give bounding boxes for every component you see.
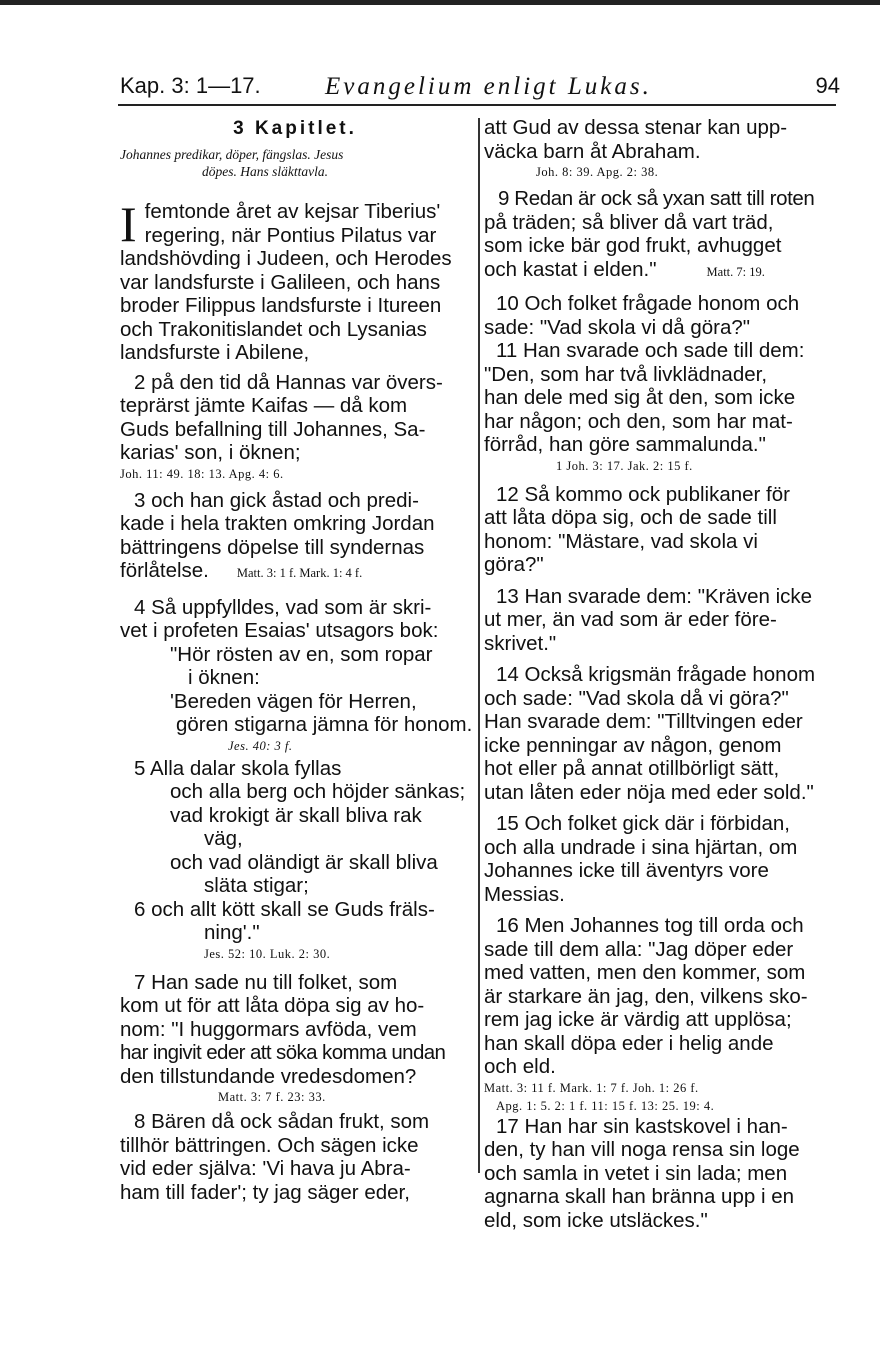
verse-5: [120, 757, 470, 898]
verse-line: vid eder själva: 'Vi hava ju Abra-: [120, 1157, 411, 1180]
top-edge-rule: [0, 0, 880, 5]
verse-line: 4 Så uppfylldes, vad som är skri-: [134, 595, 432, 619]
verse-16: [484, 914, 830, 1115]
verse-line: var landsfurste i Galileen, och hans: [120, 270, 441, 294]
verse-line: 11 Han svarade och sade till dem:: [496, 339, 805, 362]
verse-text: förlåtelse.: [120, 559, 209, 582]
verse-11: [484, 339, 830, 475]
verse-line: på träden; så bliver då vart träd,: [484, 210, 774, 234]
verse-line: Guds befallning till Johannes, Sa-: [120, 417, 426, 441]
verse-line: hot eller på annat otillbörligt sätt,: [484, 757, 780, 780]
left-column: [120, 116, 473, 1204]
verse-line: 5 Alla dalar skola fyllas: [134, 756, 342, 780]
verse-3: [120, 489, 470, 586]
column-divider: [478, 118, 480, 1173]
verse-10: [484, 292, 830, 339]
verse-line: vad krokigt är skall bliva rak: [170, 803, 422, 827]
verse-line: broder Filippus landsfurste i Itureen: [120, 294, 442, 317]
verse-7: [120, 971, 470, 1107]
verse-line: "Den, som har två livklädnader,: [484, 362, 768, 386]
verse-line: och vad oländigt är skall bliva: [170, 850, 438, 874]
verse-line: Messias.: [484, 882, 565, 906]
verse-line: i öknen:: [188, 666, 260, 689]
cross-reference: Joh. 11: 49. 18: 13. Apg. 4: 6.: [120, 466, 284, 481]
cross-reference: Matt. 3: 11 f. Mark. 1: 7 f. Joh. 1: 26 f.: [484, 1080, 699, 1095]
chapter-summary: [120, 146, 470, 180]
verse-line: väcka barn åt Abraham.: [484, 139, 701, 163]
chapter-heading: 3 Kapitlet.: [233, 118, 357, 139]
verse-8: [120, 1110, 470, 1204]
verse-line: och eld.: [484, 1055, 556, 1078]
verse-line: och alla undrade i sina hjärtan, om: [484, 835, 798, 859]
verse-line: 13 Han svarade dem: "Kräven icke: [496, 584, 813, 608]
verse-line: förråd, han göre sammalunda.": [484, 433, 766, 456]
verse-line: ut mer, än vad som är eder före-: [484, 608, 777, 631]
cross-reference: Jes. 40: 3 f.: [228, 738, 293, 753]
verse-line: som icke bär god frukt, avhugget: [484, 234, 782, 257]
page-number: 94: [815, 73, 840, 98]
verse-line: landshövding i Judeen, och Herodes: [120, 247, 452, 270]
verse-line: sade: "Vad skola vi då göra?": [484, 315, 751, 339]
cross-reference: Joh. 8: 39. Apg. 2: 38.: [536, 165, 659, 179]
verse-line: han skall döpa eder i helig ande: [484, 1031, 774, 1055]
verse-9: [484, 187, 830, 284]
verse-line: och sade: "Vad skola då vi göra?": [484, 686, 789, 710]
verse-line: kom ut för att låta döpa sig av ho-: [120, 994, 425, 1017]
summary-line: döpes. Hans släkttavla.: [202, 164, 328, 179]
verse-line: och alla berg och höjder sänkas;: [170, 780, 466, 803]
verse-2: [120, 371, 470, 483]
verse-line: 3 och han gick åstad och predi-: [134, 488, 419, 512]
verse-line: honom: "Mästare, vad skola vi: [484, 529, 758, 553]
verse-line: 12 Så kommo ock publikaner för: [496, 482, 790, 506]
verse-line: och samla in vetet i sin lada; men: [484, 1161, 788, 1185]
verse-line: nom: "I huggormars avföda, vem: [120, 1017, 417, 1041]
verse-line: 17 Han har sin kastskovel i han-: [496, 1114, 788, 1138]
verse-line: att låta döpa sig, och de sade till: [484, 506, 777, 529]
cross-reference: 1 Joh. 3: 17. Jak. 2: 15 f.: [556, 458, 693, 473]
verse-line: [120, 559, 470, 586]
verse-line: ham till fader'; ty jag säger eder,: [120, 1180, 410, 1204]
verse-line: femtonde året av kejsar Tiberius': [144, 200, 441, 223]
verse-line: 14 Också krigsmän frågade honom: [496, 663, 816, 686]
verse-12: [484, 483, 830, 577]
cross-reference: Apg. 1: 5. 2: 1 f. 11: 15 f. 13: 25. 19: 4.: [496, 1098, 715, 1113]
verse-line: skrivet.": [484, 631, 557, 655]
verse-line: icke penningar av någon, genom: [484, 733, 782, 757]
verse-line: utan låten eder nöja med eder sold.": [484, 780, 814, 804]
book-title: Evangelium enligt Lukas.: [325, 73, 652, 100]
cross-reference: Matt. 3: 7 f. 23: 33.: [218, 1090, 326, 1104]
verse-line: han dele med sig åt den, som icke: [484, 386, 796, 409]
verse-line: Johannes icke till äventyrs vore: [484, 859, 769, 882]
verse-line: och Trakonitislandet och Lysanias: [120, 317, 427, 341]
verse-17: [484, 1115, 830, 1233]
verse-line: kade i hela trakten omkring Jordan: [120, 512, 435, 535]
verse-line: 'Bereden vägen för Herren,: [170, 689, 417, 713]
verse-line: är starkare än jag, den, vilkens sko-: [484, 984, 808, 1008]
verse-line: sade till dem alla: "Jag döper eder: [484, 937, 794, 961]
verse-line: 16 Men Johannes tog till orda och: [496, 914, 804, 937]
verse-line: "Hör rösten av en, som ropar: [170, 642, 433, 666]
verse-line: har ingivit eder att söka komma undan: [120, 1041, 446, 1064]
verse-line: den tillstundande vredesdomen?: [120, 1064, 417, 1088]
verse-line: att Gud av dessa stenar kan upp-: [484, 116, 788, 139]
verse-line: 8 Bären då ock sådan frukt, som: [134, 1110, 430, 1133]
drop-cap: I: [120, 196, 137, 252]
chapter-verse-range: Kap. 3: 1—17.: [120, 73, 261, 98]
verse-line: regering, när Pontius Pilatus var: [144, 223, 437, 247]
verse-6: [120, 898, 470, 963]
verse-line: 7 Han sade nu till folket, som: [134, 970, 398, 994]
verse-line: väg,: [204, 827, 243, 850]
verse-line: 6 och allt kött skall se Guds fräls-: [134, 897, 435, 921]
verse-line: med vatten, men den kommer, som: [484, 961, 806, 984]
running-header: [120, 73, 840, 107]
verse-line: karias' son, i öknen;: [120, 441, 301, 464]
verse-text: och kastat i elden.": [484, 257, 657, 281]
verse-line: teprärst jämte Kaifas — då kom: [120, 394, 408, 417]
verse-line: bättringens döpelse till syndernas: [120, 535, 425, 559]
verse-line: landsfurste i Abilene,: [120, 341, 310, 364]
verse-line: rem jag icke är värdig att upplösa;: [484, 1008, 792, 1031]
verse-line: tillhör bättringen. Och sägen icke: [120, 1133, 419, 1157]
verse-line: vet i profeten Esaias' utsagors bok:: [120, 619, 439, 642]
verse-line: 9 Redan är ock så yxan satt till roten: [498, 187, 815, 210]
cross-reference: Matt. 7: 19.: [706, 264, 765, 279]
verse-1: [120, 196, 470, 365]
verse-8-continued: [484, 116, 830, 181]
verse-line: släta stigar;: [204, 874, 309, 897]
verse-line: agnarna skall han bränna upp i en: [484, 1185, 795, 1208]
verse-line: [484, 258, 830, 285]
verse-line: göra?": [484, 553, 544, 576]
verse-line: 10 Och folket frågade honom och: [496, 292, 800, 315]
verse-line: har någon; och den, som har mat-: [484, 409, 793, 433]
verse-line: 15 Och folket gick där i förbidan,: [496, 812, 790, 835]
verse-line: Han svarade dem: "Tilltvingen eder: [484, 710, 803, 733]
verse-line: 2 på den tid då Hannas var övers-: [134, 370, 443, 394]
verse-line: den, ty han vill noga rensa sin loge: [484, 1138, 800, 1161]
right-column: [484, 116, 830, 1232]
verse-line: ning'.": [204, 921, 260, 944]
verse-15: [484, 812, 830, 906]
header-rule: [118, 104, 836, 106]
verse-4: [120, 595, 473, 755]
verse-line: gören stigarna jämna för honom.: [176, 713, 473, 736]
verse-13: [484, 585, 830, 656]
summary-line: Johannes predikar, döper, fängslas. Jesus: [120, 147, 344, 162]
verse-line: eld, som icke utsläckes.": [484, 1208, 708, 1232]
cross-reference: Jes. 52: 10. Luk. 2: 30.: [204, 946, 331, 961]
cross-reference: Matt. 3: 1 f. Mark. 1: 4 f.: [236, 566, 363, 580]
verse-14: [484, 663, 830, 804]
